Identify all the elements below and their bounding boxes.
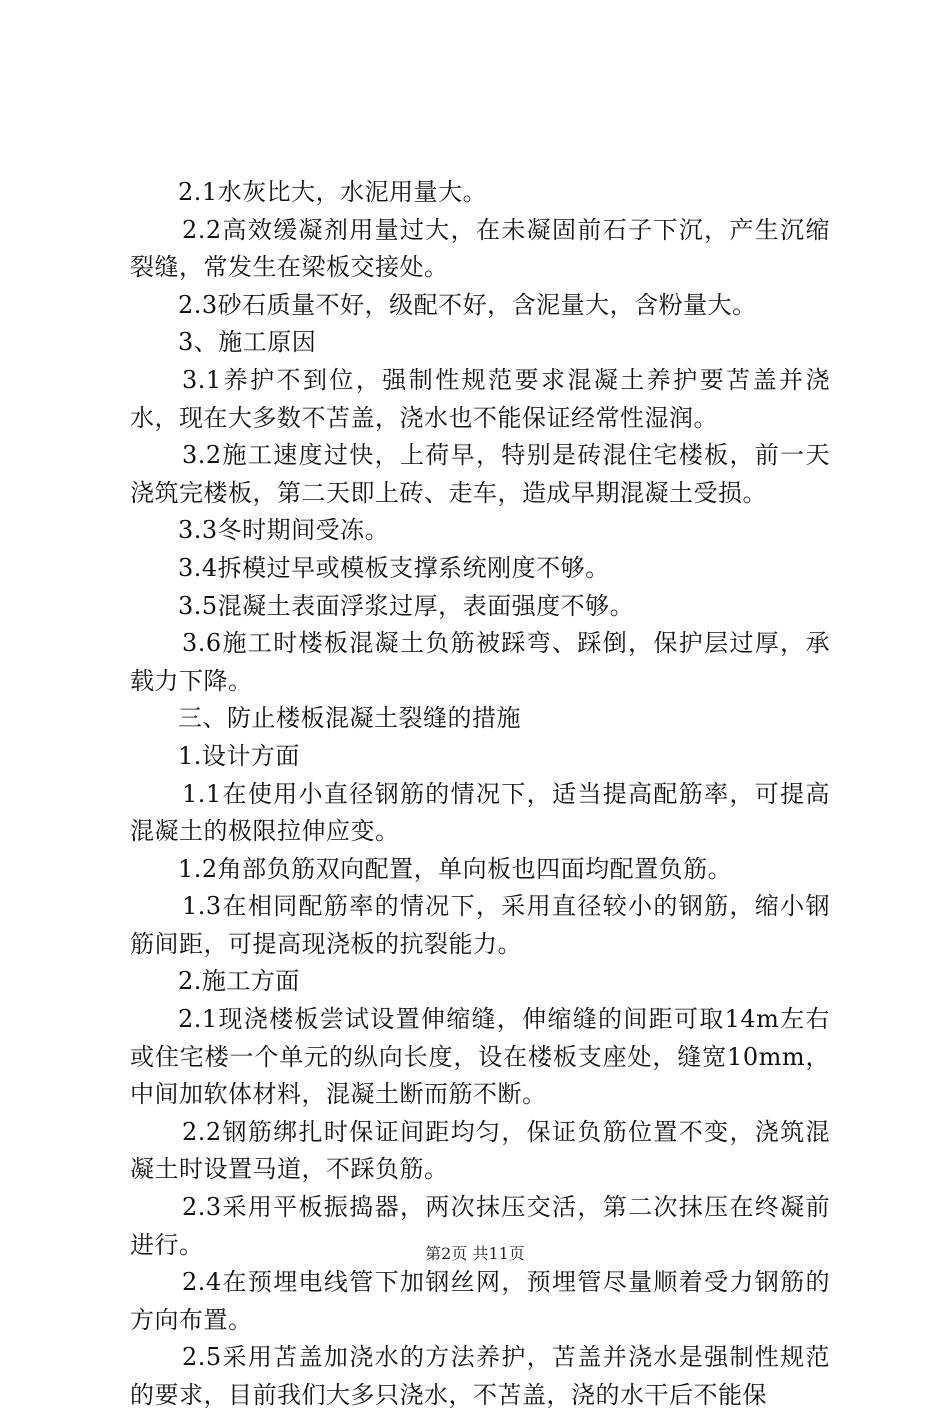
paragraph: 3.1养护不到位，强制性规范要求混凝土养护要苫盖并浇水，现在大多数不苫盖，浇水也不能保证经常性湿润。 <box>130 365 830 432</box>
page-number-label: 第2页 共11页 <box>425 1244 525 1263</box>
subsection-heading: 2.施工方面 <box>178 967 300 996</box>
paragraph: 3.5混凝土表面浮浆过厚，表面强度不够。 <box>178 591 635 620</box>
paragraph: 2.1现浇楼板尝试设置伸缩缝，伸缩缝的间距可取14m左右或住宅楼一个单元的纵向长度，设在楼板支座处，缝宽10mm，中间加软体材料，混凝土断而筋不断。 <box>130 1005 830 1109</box>
paragraph: 3.6施工时楼板混凝土负筋被踩弯、踩倒，保护层过厚，承载力下降。 <box>130 629 830 695</box>
subsection-heading: 1.设计方面 <box>178 741 300 770</box>
section-heading: 3、施工原因 <box>178 328 317 357</box>
section-heading: 三、防止楼板混凝土裂缝的措施 <box>178 704 521 733</box>
paragraph: 2.2钢筋绑扎时保证间距均匀，保证负筋位置不变，浇筑混凝土时设置马道，不踩负筋。 <box>130 1117 830 1184</box>
paragraph: 2.3采用平板振捣器，两次抹压交活，第二次抹压在终凝前进行。 <box>130 1193 830 1259</box>
paragraph: 2.5采用苫盖加浇水的方法养护，苫盖并浇水是强制性规范的要求，目前我们大多只浇水，不苫盖，浇的水干后不能保 <box>130 1343 830 1409</box>
paragraph: 1.2角部负筋双向配置，单向板也四面均配置负筋。 <box>178 854 733 883</box>
paragraph: 2.2高效缓凝剂用量过大，在未凝固前石子下沉，产生沉缩裂缝，常发生在梁板交接处。 <box>130 215 830 282</box>
paragraph: 2.4在预埋电线管下加钢丝网，预埋管尽量顺着受力钢筋的方向布置。 <box>130 1268 830 1334</box>
paragraph: 3.2施工速度过快，上荷早，特别是砖混住宅楼板，前一天浇筑完楼板，第二天即上砖、走车，造成早期混凝土受损。 <box>130 441 830 507</box>
paragraph: 1.1在使用小直径钢筋的情况下，适当提高配筋率，可提高混凝土的极限拉伸应变。 <box>130 779 830 846</box>
paragraph: 3.4拆模过早或模板支撑系统刚度不够。 <box>178 553 610 582</box>
paragraph: 3.3冬时期间受冻。 <box>178 516 390 545</box>
paragraph: 2.3砂石质量不好，级配不好，含泥量大，含粉量大。 <box>178 290 757 319</box>
paragraph: 2.1水灰比大，水泥用量大。 <box>178 178 488 206</box>
page-footer <box>0 1244 950 1264</box>
document-body <box>130 174 830 1415</box>
paragraph: 1.3在相同配筋率的情况下，采用直径较小的钢筋，缩小钢筋间距，可提高现浇板的抗裂能力。 <box>130 892 830 958</box>
